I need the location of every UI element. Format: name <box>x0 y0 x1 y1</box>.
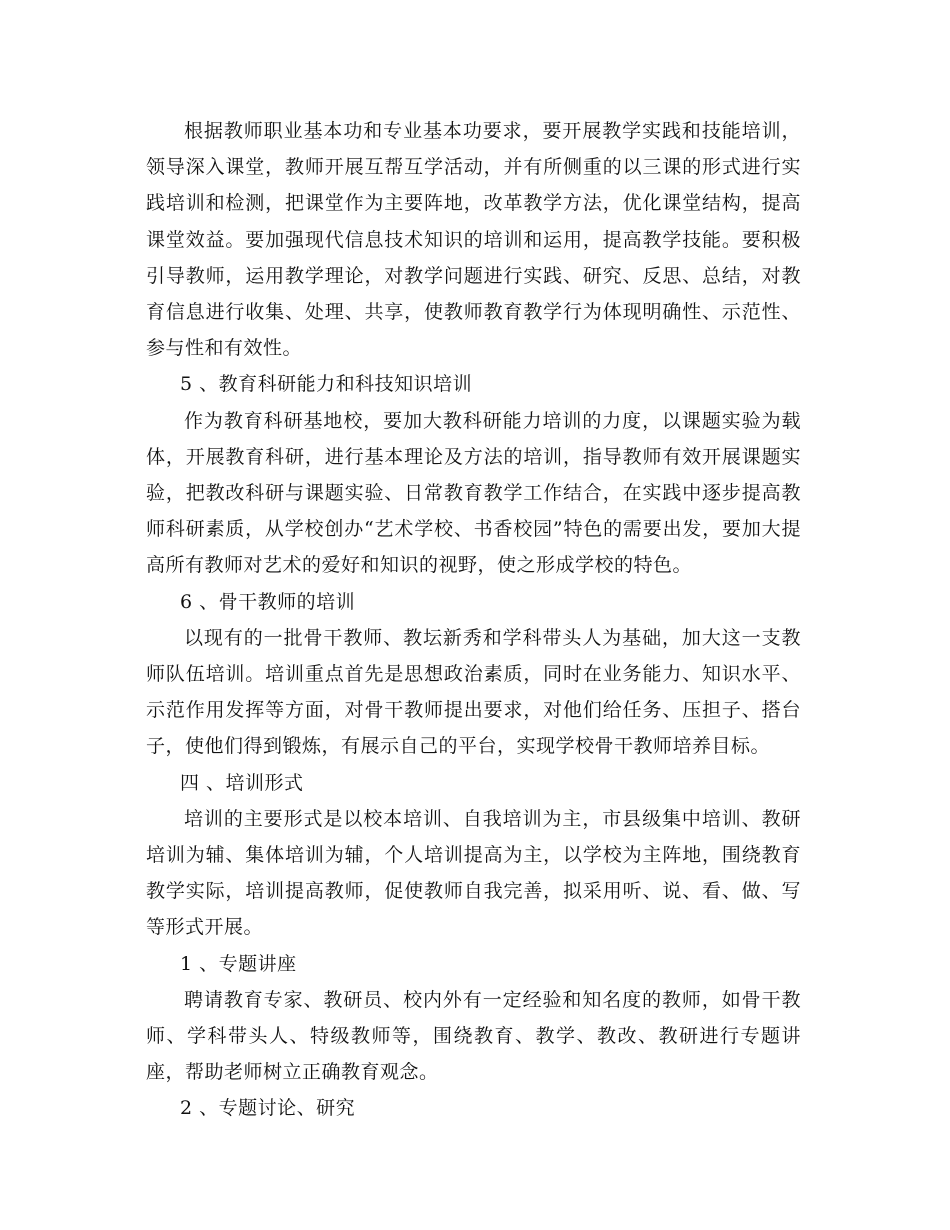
paragraph-key-teacher-training: 以现有的一批骨干教师、教坛新秀和学科带头人为基础，加大这一支教师队伍培训。培训重点首先是思想政治素质，同时在业务能力、知识水平、示范作用发挥等方面，对骨干教师提出要求，对他们给任务、压担子、搭台子，使他们得到锻炼，有展示自己的平台，实现学校骨干教师培养目标。 <box>146 626 801 758</box>
paragraph-teaching-practice: 根据教师职业基本功和专业基本功要求，要开展教学实践和技能培训，领导深入课堂，教师开展互帮互学活动，并有所侧重的以三课的形式进行实践培训和检测，把课堂作为主要阵地，改革教学方法，优化课堂结构，提高课堂效益。要加强现代信息技术知识的培训和运用，提高教学技能。要积极引导教师，运用教学理论，对教学问题进行实践、研究、反思、总结，对教育信息进行收集、处理、共享，使教师教育教学行为体现明确性、示范性、参与性和有效性。 <box>146 120 801 360</box>
paragraph-special-lectures: 聘请教育专家、教研员、校内外有一定经验和知名度的教师，如骨干教师、学科带头人、特级教师等，围绕教育、教学、教改、教研进行专题讲座，帮助老师树立正确教育观念。 <box>146 988 801 1084</box>
heading-research-training: 5 、教育科研能力和科技知识培训 <box>180 373 473 396</box>
heading-discussion-research: 2 、专题讨论、研究 <box>180 1097 356 1120</box>
heading-training-forms: 四 、培训形式 <box>180 771 304 794</box>
heading-special-lectures: 1 、专题讲座 <box>180 952 297 975</box>
document-body <box>146 113 801 1127</box>
paragraph-research-training: 作为教育科研基地校，要加大教科研能力培训的力度，以课题实验为载体，开展教育科研，进行基本理论及方法的培训，指导教师有效开展课题实验，把教改科研与课题实验、日常教育教学工作结合，在实践中逐步提高教师科研素质，从学校创办“艺术学校、书香校园”特色的需要出发，要加大提高所有教师对艺术的爱好和知识的视野，使之形成学校的特色。 <box>146 409 801 577</box>
heading-key-teacher-training: 6 、骨干教师的培训 <box>180 590 356 613</box>
paragraph-training-forms: 培训的主要形式是以校本培训、自我培训为主，市县级集中培训、教研培训为辅、集体培训为辅，个人培训提高为主，以学校为主阵地，围绕教育教学实际，培训提高教师，促使教师自我完善，拟采用听、说、看、做、写等形式开展。 <box>146 807 801 939</box>
